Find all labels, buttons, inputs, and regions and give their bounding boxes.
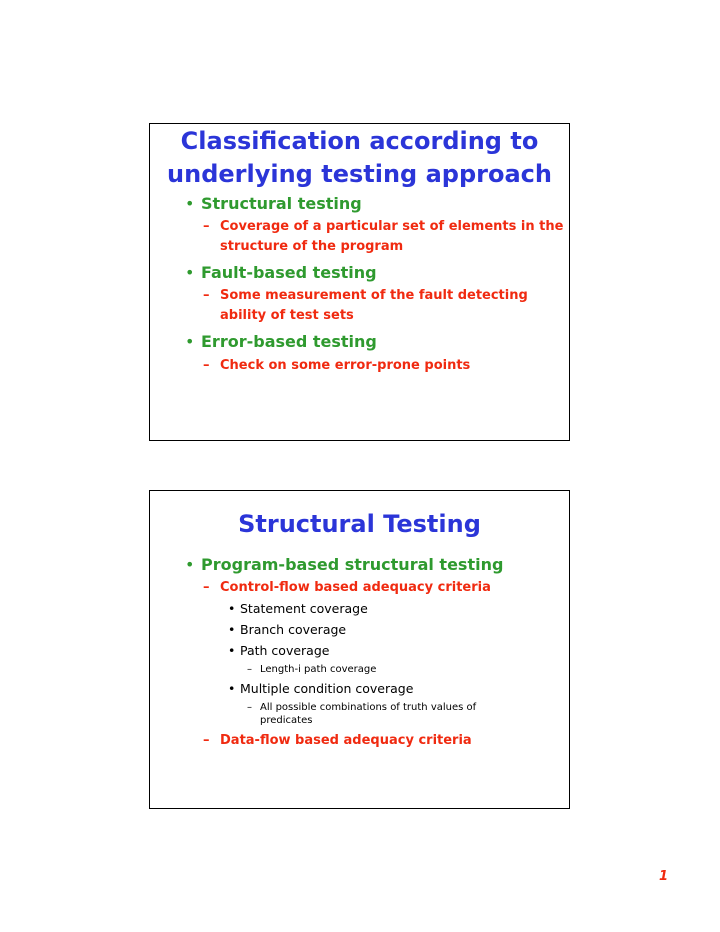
item-branch-coverage: • Branch coverage	[150, 620, 569, 640]
sub-bullet-data-flow: – Data-flow based adequacy criteria	[150, 731, 569, 751]
page-number: 1	[659, 869, 669, 884]
slide-title: Classification according to underlying testing approach	[167, 127, 552, 188]
slide-structural-testing	[149, 490, 570, 809]
bullet-structural-testing: • Structural testing	[150, 193, 569, 215]
sub-bullet-error-prone: – Check on some error-prone points	[150, 356, 569, 376]
bullet-list	[150, 193, 569, 376]
bullet-fault-based-testing: • Fault-based testing	[150, 262, 569, 284]
item-path-coverage: • Path coverage	[150, 641, 569, 661]
sub-bullet-control-flow: – Control-flow based adequacy criteria	[150, 578, 569, 598]
bullet-program-based: • Program-based structural testing	[150, 554, 569, 576]
item-multiple-condition: • Multiple condition coverage	[150, 679, 569, 699]
slide-title: Structural Testing	[238, 510, 481, 538]
item-statement-coverage: • Statement coverage	[150, 599, 569, 619]
slide-classification	[149, 123, 570, 441]
item-length-i-path: – Length-i path coverage	[150, 663, 569, 676]
bullet-error-based-testing: • Error-based testing	[150, 331, 569, 353]
item-all-possible-combinations: – All possible combinations of truth values of predicates	[150, 701, 520, 727]
sub-bullet-measurement: – Some measurement of the fault detecting ability of test sets	[150, 286, 569, 326]
sub-bullet-coverage: – Coverage of a particular set of elements in the structure of the program	[150, 217, 569, 257]
bullet-list	[150, 554, 569, 751]
